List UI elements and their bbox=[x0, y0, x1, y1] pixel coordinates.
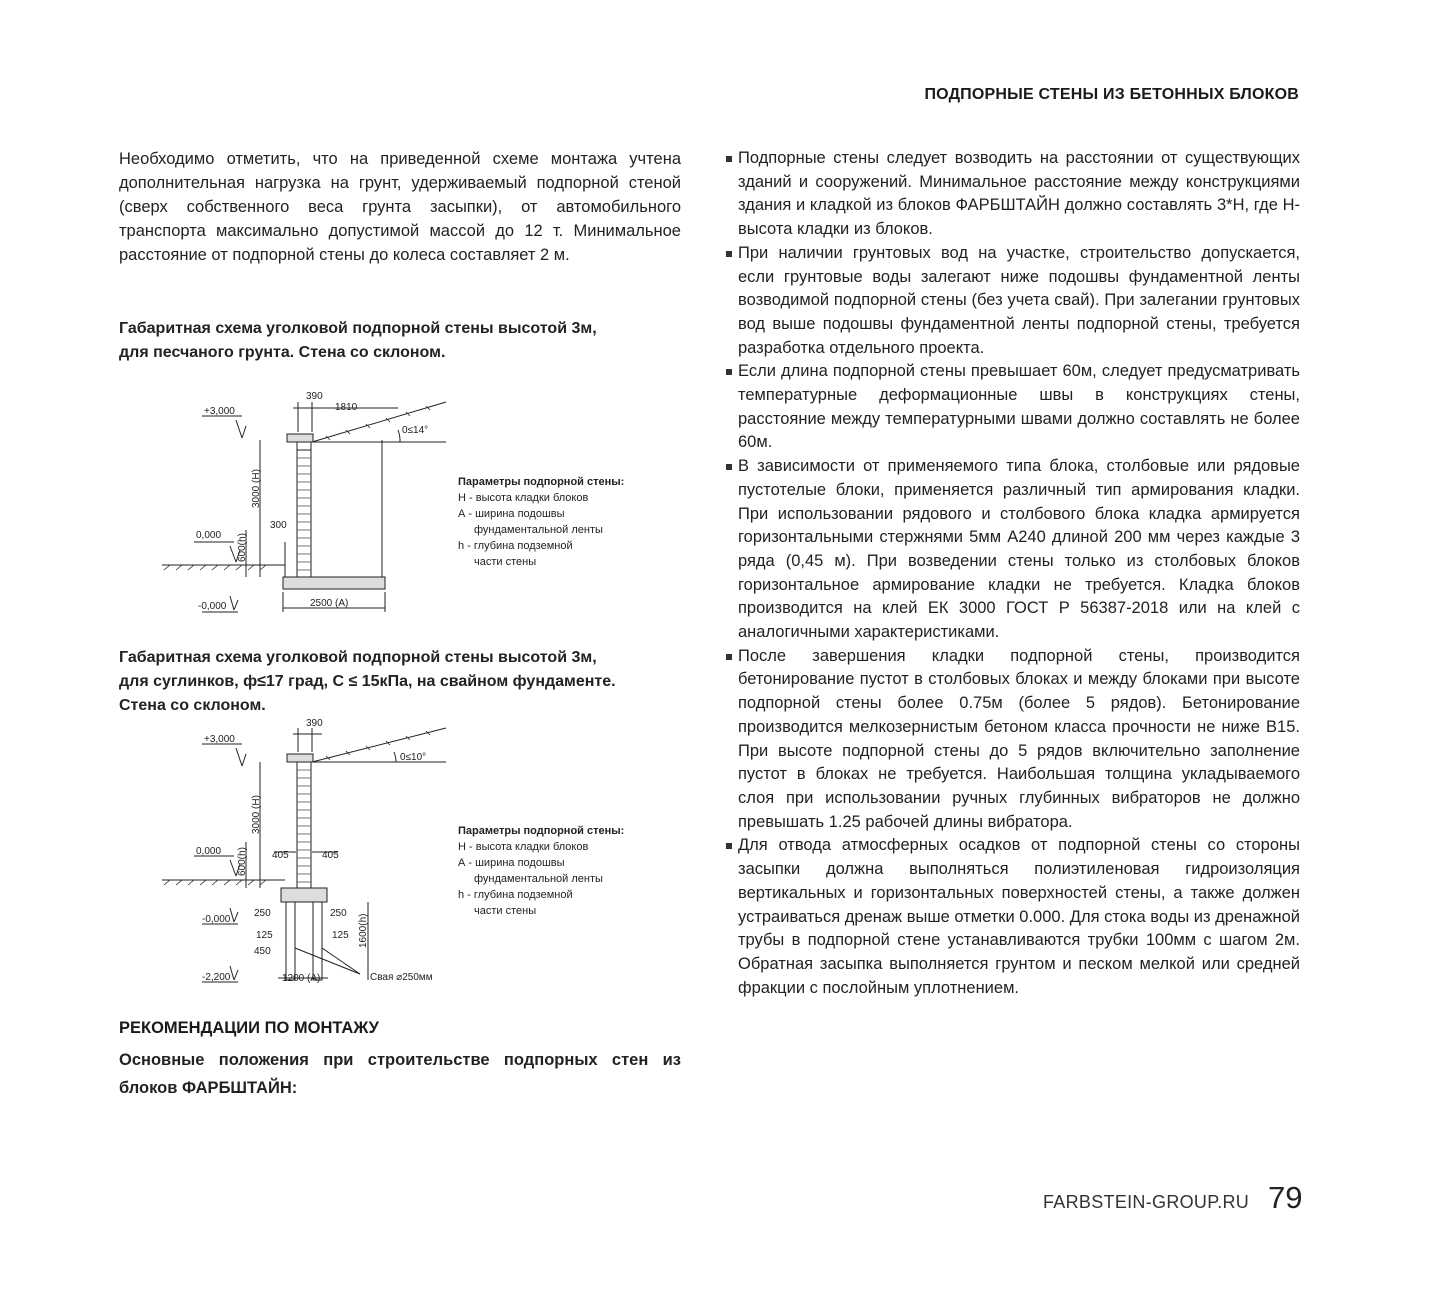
legend2-h-lower-line1: h - глубина подземной bbox=[458, 889, 573, 901]
list-item-text: При наличии грунтовых вод на участке, строительство допускается, если грунтовые воды залегают ниже подошвы фундаментной ленты возводимой подпорной стены (без учета свай). При залегании грунтовых вод выше подошвы фундаментной ленты подпорной стены, требуется разработка отдельного проекта. bbox=[738, 243, 1300, 357]
legend2-title: Параметры подпорной стены: bbox=[458, 825, 625, 837]
fig2-label-height: 3000 (H) bbox=[251, 795, 262, 834]
list-item-text: Если длина подпорной стены превышает 60м, следует предусматривать температурные деформационные швы в конструкциях стены, расстояние между температурными швами должно составлять не более 60м. bbox=[738, 362, 1300, 452]
fig2-label-level-top: +3,000 bbox=[204, 734, 235, 745]
footer-website: FARBSTEIN-GROUP.RU bbox=[1043, 1192, 1250, 1212]
fig2-label-pile-depth: 1600(h) bbox=[358, 913, 369, 948]
list-item-text: Для отвода атмосферных осадков от подпорной стены со стороны засыпки должна выполняться полиэтиленовая гидроизоляция вертикальных и горизонтальных поверхностей стены, а также должен устраиваться дренаж выше отметки 0.000. Для стока воды из дренажной трубы в подпорной стене устанавливаются трубки 100мм с шагом 2м. Обратная засыпка выполняется грунтом и песком мелкой или средней фракции с послойным уплотнением. bbox=[738, 836, 1300, 997]
fig2-label-level-pile: -2,200 bbox=[202, 972, 231, 983]
figure2-title-line1: Габаритная схема уголковой подпорной стены высотой 3м, bbox=[119, 649, 597, 666]
fig1-label-top-width: 390 bbox=[306, 391, 323, 402]
page-header: ПОДПОРНЫЕ СТЕНЫ ИЗ БЕТОННЫХ БЛОКОВ bbox=[924, 86, 1299, 103]
fig2-label-level-bottom: -0,000 bbox=[202, 914, 231, 925]
list-item bbox=[725, 360, 1300, 455]
legend2-h-lower-line2: части стены bbox=[474, 905, 537, 917]
legend1-a-line1: А - ширина подошвы bbox=[458, 508, 565, 520]
fig2-label-depth: 600(h) bbox=[237, 847, 248, 876]
fig1-label-level-top: +3,000 bbox=[204, 406, 235, 417]
fig2-label-right-250: 250 bbox=[330, 908, 347, 919]
fig1-label-angle: 0≤14° bbox=[402, 425, 429, 436]
fig1-label-height: 3000 (H) bbox=[251, 469, 262, 508]
figure1-legend bbox=[458, 474, 624, 570]
figure2-legend bbox=[458, 823, 624, 919]
figure2-title bbox=[119, 646, 679, 718]
list-item bbox=[725, 242, 1300, 361]
list-item bbox=[725, 147, 1300, 242]
fig1-label-base-width: 2500 (A) bbox=[310, 598, 349, 609]
fig1-label-level-bottom: -0,000 bbox=[198, 601, 227, 612]
fig2-label-left-125: 125 bbox=[256, 930, 273, 941]
bullet-square-icon bbox=[726, 251, 732, 257]
fig2-label-angle: 0≤10° bbox=[400, 752, 427, 763]
bullet-square-icon bbox=[726, 464, 732, 470]
recommendations-column bbox=[725, 147, 1300, 1000]
fig2-label-top-width: 390 bbox=[306, 718, 323, 729]
fig2-label-pile: Свая ⌀250мм bbox=[370, 972, 433, 983]
fig2-label-right-125: 125 bbox=[332, 930, 349, 941]
figure1-title-line2: для песчаного грунта. Стена со склоном. bbox=[119, 344, 446, 361]
fig2-label-base-width: 1200 (A) bbox=[282, 973, 321, 984]
legend1-a-line2: фундаментальной ленты bbox=[474, 524, 603, 536]
figure1-title bbox=[119, 317, 679, 365]
bullet-square-icon bbox=[726, 156, 732, 162]
legend2-h-upper: Н - высота кладки блоков bbox=[458, 841, 589, 853]
bullet-square-icon bbox=[726, 369, 732, 375]
list-item-text: В зависимости от применяемого типа блока, столбовые или рядовые пустотелые блоки, применяется различный тип армирования кладки. При использовании рядового и столбового блока кладка армируется горизонтальными стержнями 5мм А240 длиной 200 мм через каждые 3 ряда (0,45 м). При возведении стены только из столбовых блоков горизонтальное армирование кладки не требуется. Кладка блоков производится на клей ЕК 3000 ГОСТ Р 56387-2018 или на клей с аналогичными характеристиками. bbox=[738, 457, 1300, 642]
bullet-square-icon bbox=[726, 654, 732, 660]
fig2-label-left-offset: 405 bbox=[272, 850, 289, 861]
fig2-label-level-ground: 0,000 bbox=[196, 846, 222, 857]
figure2-title-line2: для суглинков, ф≤17 град, С ≤ 15кПа, на свайном фундаменте. bbox=[119, 673, 616, 690]
fig1-label-depth: 600(h) bbox=[237, 533, 248, 562]
legend2-a-line2: фундаментальной ленты bbox=[474, 873, 603, 885]
recommendations-list bbox=[725, 147, 1300, 1000]
list-item-text: После завершения кладки подпорной стены, производится бетонирование пустот в столбовых блоках и между блоками при высоте подпорной стены более 0.75м (более 5 рядов). Бетонирование производится мелкозернистым бетоном класса прочности не ниже В15. При высоте подпорной стены до 5 рядов включительно заполнение пустот в блоках не требуется. Наибольшая толщина укладываемого слоя при использовании ручных глубинных вибраторов не должно превышать 1.25 рабочей длины вибратора. bbox=[738, 646, 1300, 831]
legend1-h-lower-line1: h - глубина подземной bbox=[458, 540, 573, 552]
list-item bbox=[725, 455, 1300, 645]
list-item bbox=[725, 645, 1300, 835]
fig1-label-level-ground: 0,000 bbox=[196, 530, 222, 541]
intro-block bbox=[119, 147, 681, 267]
fig2-label-left-250: 250 bbox=[254, 908, 271, 919]
fig2-label-spacing: 450 bbox=[254, 946, 271, 957]
intro-paragraph: Необходимо отметить, что на приведенной схеме монтажа учтена дополнительная нагрузка на грунт, удерживаемый подпорной стеной (сверх собственного веса грунта засыпки), от автомобильного транспорта максимально допустимой массой до 12 т. Минимальное расстояние от подпорной стены до колеса составляет 2 м. bbox=[119, 150, 681, 264]
bullet-square-icon bbox=[726, 843, 732, 849]
list-item bbox=[725, 834, 1300, 1000]
section-subtitle: Основные положения при строительстве подпорных стен из блоков ФАРБШТАЙН: bbox=[119, 1051, 681, 1097]
figure2-title-line3: Стена со склоном. bbox=[119, 697, 266, 714]
legend1-title: Параметры подпорной стены: bbox=[458, 476, 625, 488]
legend1-h-lower-line2: части стены bbox=[474, 556, 537, 568]
list-item-text: Подпорные стены следует возводить на расстоянии от существующих зданий и сооружений. Минимальное расстояние между конструкциями здания и кладкой из блоков ФАРБШТАЙН должно составлять 3*Н, где Н-высота кладки из блоков. bbox=[738, 149, 1300, 239]
section-title: РЕКОМЕНДАЦИИ ПО МОНТАЖУ bbox=[119, 1019, 379, 1037]
figure1-diagram bbox=[150, 380, 460, 620]
fig1-label-offset: 300 bbox=[270, 520, 287, 531]
fig2-label-right-offset: 405 bbox=[322, 850, 339, 861]
legend2-a-line1: А - ширина подошвы bbox=[458, 857, 565, 869]
figure2-diagram bbox=[150, 712, 460, 992]
figure1-title-line1: Габаритная схема уголковой подпорной стены высотой 3м, bbox=[119, 320, 597, 337]
legend1-h-upper: Н - высота кладки блоков bbox=[458, 492, 589, 504]
fig1-label-setback: 1810 bbox=[335, 402, 358, 413]
page-number: 79 bbox=[1268, 1180, 1303, 1215]
